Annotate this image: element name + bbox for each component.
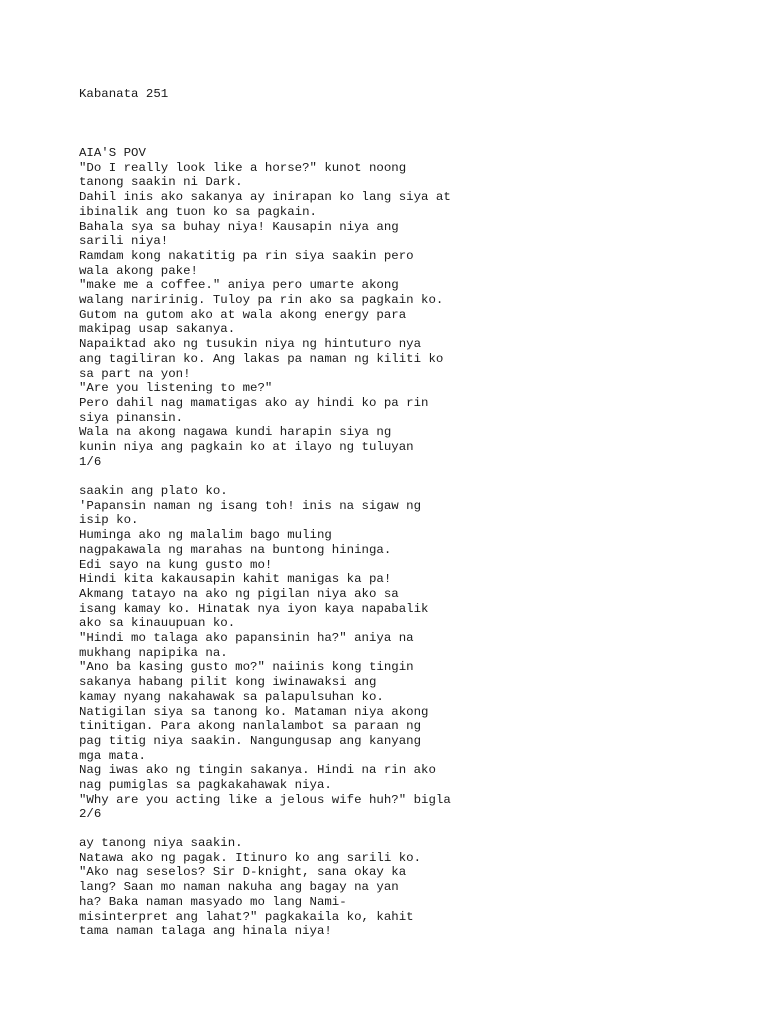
text-line: misinterpret ang lahat?" pagkakaila ko, kahit [79,909,414,924]
text-line: sarili niya! [79,234,169,249]
page-number: 1/6 [79,454,102,469]
text-line: Natawa ako ng pagak. Itinuro ko ang sarili ko. [79,850,422,865]
text-line: nagpakawala ng marahas na buntong hininga. [79,542,392,557]
page-number: 2/6 [79,807,102,822]
text-line: Bahala sya sa buhay niya! Kausapin niya ang [79,219,399,234]
text-line: Wala na akong nagawa kundi harapin siya ng [79,425,392,440]
text-line: wala akong pake! [79,263,198,278]
text-line: isang kamay ko. Hinatak nya iyon kaya napabalik [79,601,429,616]
text-line: sa part na yon! [79,366,191,381]
text-line: tama naman talaga ang hinala niya! [79,924,332,939]
text-line: Akmang tatayo na ako ng pigilan niya ako sa [79,586,399,601]
text-line: ha? Baka naman masyado mo lang Nami- [79,894,347,909]
text-line: Pero dahil nag mamatigas ako ay hindi ko pa rin [79,395,429,410]
text-line: "Hindi mo talaga ako papansinin ha?" aniya na [79,631,414,645]
text-line: kamay nyang nakahawak sa palapulsuhan ko. [79,689,384,704]
text-line: AIA'S POV [79,146,146,160]
text-line: "make me a coffee." aniya pero umarte akong [79,278,399,293]
text-line: mga mata. [79,748,146,763]
text-line: Gutom na gutom ako at wala akong energy para [79,307,407,322]
text-line: ibinalik ang tuon ko sa pagkain. [79,204,317,219]
text-line: nag pumiglas sa pagkakahawak niya. [79,778,332,792]
text-line: Ramdam kong nakatitig pa rin siya saakin pero [79,248,414,263]
text-line: Huminga ako ng malalim bago muling [79,528,332,543]
text-line: sakanya habang pilit kong iwinawaksi ang [79,675,377,690]
text-line: ako sa kinauupuan ko. [79,616,236,631]
text-line: "Ako nag seselos? Sir D-knight, sana okay ka [79,865,407,880]
text-line: walang naririnig. Tuloy pa rin ako sa pagkain ko. [79,293,444,307]
text-line: ay tanong niya saakin. [79,836,243,850]
text-line: mukhang napipika na. [79,645,228,660]
text-line: tinitigan. Para akong nanlalambot sa paraan ng [79,719,422,734]
text-line: pag titig niya saakin. Nangungusap ang kanyang [79,733,422,748]
text-line: Hindi kita kakausapin kahit manigas ka pa! [79,572,392,587]
text-line: kunin niya ang pagkain ko at ilayo ng tuluyan [79,440,414,454]
text-line: siya pinansin. [79,410,184,425]
text-line: Dahil inis ako sakanya ay inirapan ko lang siya at [79,190,451,205]
text-line: ang tagiliran ko. Ang lakas pa naman ng kiliti ko [79,351,444,366]
text-line: "Why are you acting like a jelous wife huh?" bigla [79,792,451,807]
text-line: isip ko. [79,513,139,528]
text-line: lang? Saan mo naman nakuha ang bagay na yan [79,880,399,895]
text-line: Napaiktad ako ng tusukin niya ng hintuturo nya [79,337,422,352]
text-line: "Are you listening to me?" [79,381,273,396]
text-line: "Ano ba kasing gusto mo?" naiinis kong tingin [79,660,414,675]
text-line: Edi sayo na kung gusto mo! [79,557,273,572]
text-line: Natigilan siya sa tanong ko. Mataman niya akong [79,704,429,719]
text-line: Nag iwas ako ng tingin sakanya. Hindi na rin ako [79,763,436,778]
text-line: tanong saakin ni Dark. [79,175,243,190]
text-line: saakin ang plato ko. [79,484,228,498]
text-line: 'Papansin naman ng isang toh! inis na sigaw ng [79,498,422,513]
chapter-title: Kabanata 251 [79,87,169,101]
text-line: makipag usap sakanya. [79,322,236,337]
text-line: "Do I really look like a horse?" kunot noong [79,160,407,175]
